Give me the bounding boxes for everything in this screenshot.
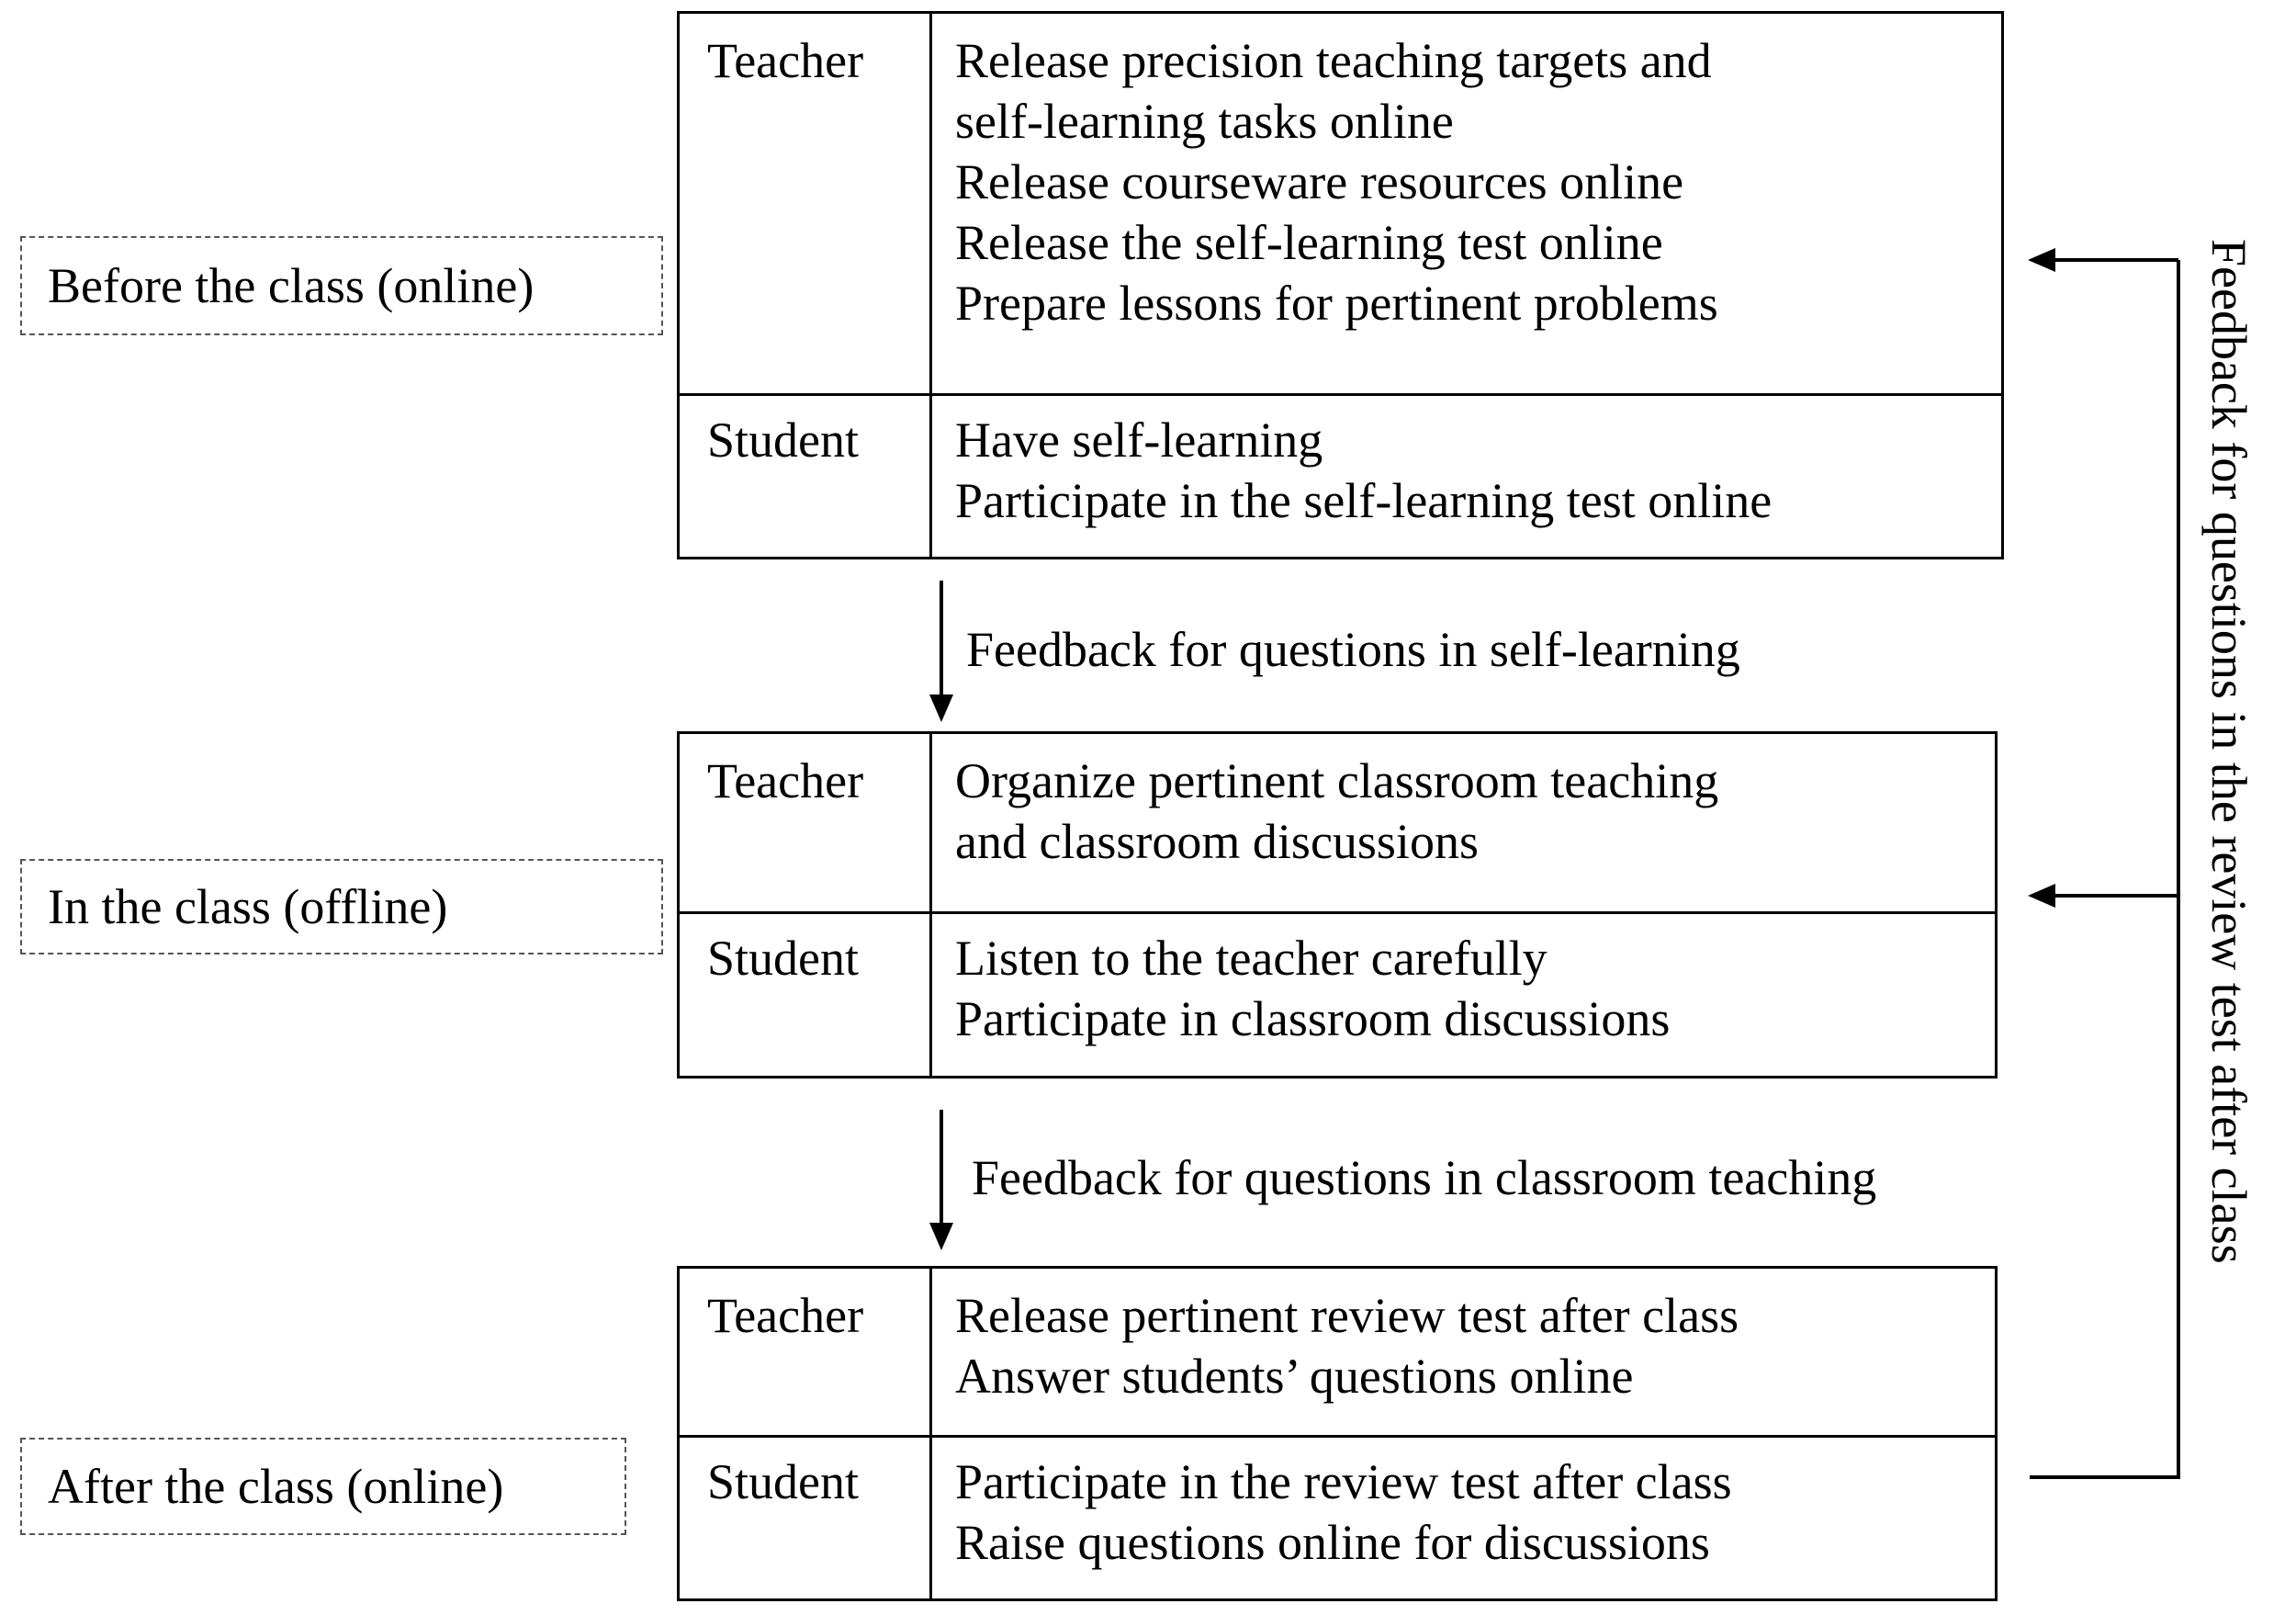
phase-label-in-class — [20, 859, 663, 954]
task-item: Have self-learning — [955, 412, 1323, 468]
role-student: Student — [707, 1454, 860, 1509]
column-divider — [929, 734, 932, 911]
column-divider — [929, 911, 932, 1076]
column-divider — [929, 393, 932, 557]
phase-table-before-class — [677, 11, 2004, 559]
task-item: Listen to the teacher carefully — [955, 931, 1548, 986]
student-task-list — [955, 1454, 1986, 1578]
teacher-task-list — [955, 753, 1986, 877]
phase-label-text: Before the class (online) — [48, 258, 535, 313]
student-task-list — [955, 933, 1986, 1055]
role-teacher: Teacher — [707, 753, 864, 808]
role-student: Student — [707, 931, 860, 986]
phase-label-text: In the class (offline) — [48, 879, 448, 934]
teacher-row — [680, 14, 2001, 396]
teacher-task-list — [955, 1288, 1986, 1412]
task-item: Release the self-learning test online — [955, 215, 1663, 270]
task-item: and classroom discussions — [955, 814, 1479, 869]
task-item: Prepare lessons for pertinent problems — [955, 276, 1718, 331]
task-item: Participate in classroom discussions — [955, 991, 1671, 1046]
phase-label-text: After the class (online) — [48, 1459, 504, 1514]
task-item: Raise questions online for discussions — [955, 1515, 1710, 1570]
column-divider — [929, 1269, 932, 1435]
feedback-loop-line — [2028, 248, 2178, 1477]
task-item: self-learning tasks online — [955, 94, 1454, 149]
task-item: Answer students’ questions online — [955, 1349, 1634, 1404]
task-item: Release precision teaching targets and — [955, 33, 1712, 88]
phase-table-in-class — [677, 731, 1998, 1079]
task-item: Organize pertinent classroom teaching — [955, 753, 1719, 808]
student-row — [680, 1435, 1995, 1598]
teacher-row — [680, 1269, 1995, 1438]
down-arrow-2 — [929, 1110, 953, 1250]
teacher-task-list — [955, 33, 1992, 339]
student-task-list — [955, 412, 1992, 536]
teacher-row — [680, 734, 1995, 914]
task-item: Release pertinent review test after class — [955, 1288, 1739, 1343]
task-item: Participate in the review test after class — [955, 1454, 1732, 1509]
student-row — [680, 911, 1995, 1076]
feedback-self-learning-label: Feedback for questions in self-learning — [966, 622, 1740, 677]
feedback-classroom-teaching-label: Feedback for questions in classroom teaching — [972, 1150, 1877, 1205]
phase-label-before-class — [20, 236, 663, 335]
role-teacher: Teacher — [707, 1288, 864, 1343]
task-item: Participate in the self-learning test online — [955, 473, 1773, 528]
feedback-review-test-label: Feedback for questions in the review test after class — [2201, 239, 2257, 1264]
phase-table-after-class — [677, 1266, 1998, 1601]
role-student: Student — [707, 412, 860, 468]
phase-label-after-class — [20, 1438, 626, 1535]
column-divider — [929, 14, 932, 393]
task-item: Release courseware resources online — [955, 154, 1684, 209]
down-arrow-1 — [929, 581, 953, 722]
student-row — [680, 393, 2001, 557]
role-teacher: Teacher — [707, 33, 864, 88]
column-divider — [929, 1435, 932, 1598]
